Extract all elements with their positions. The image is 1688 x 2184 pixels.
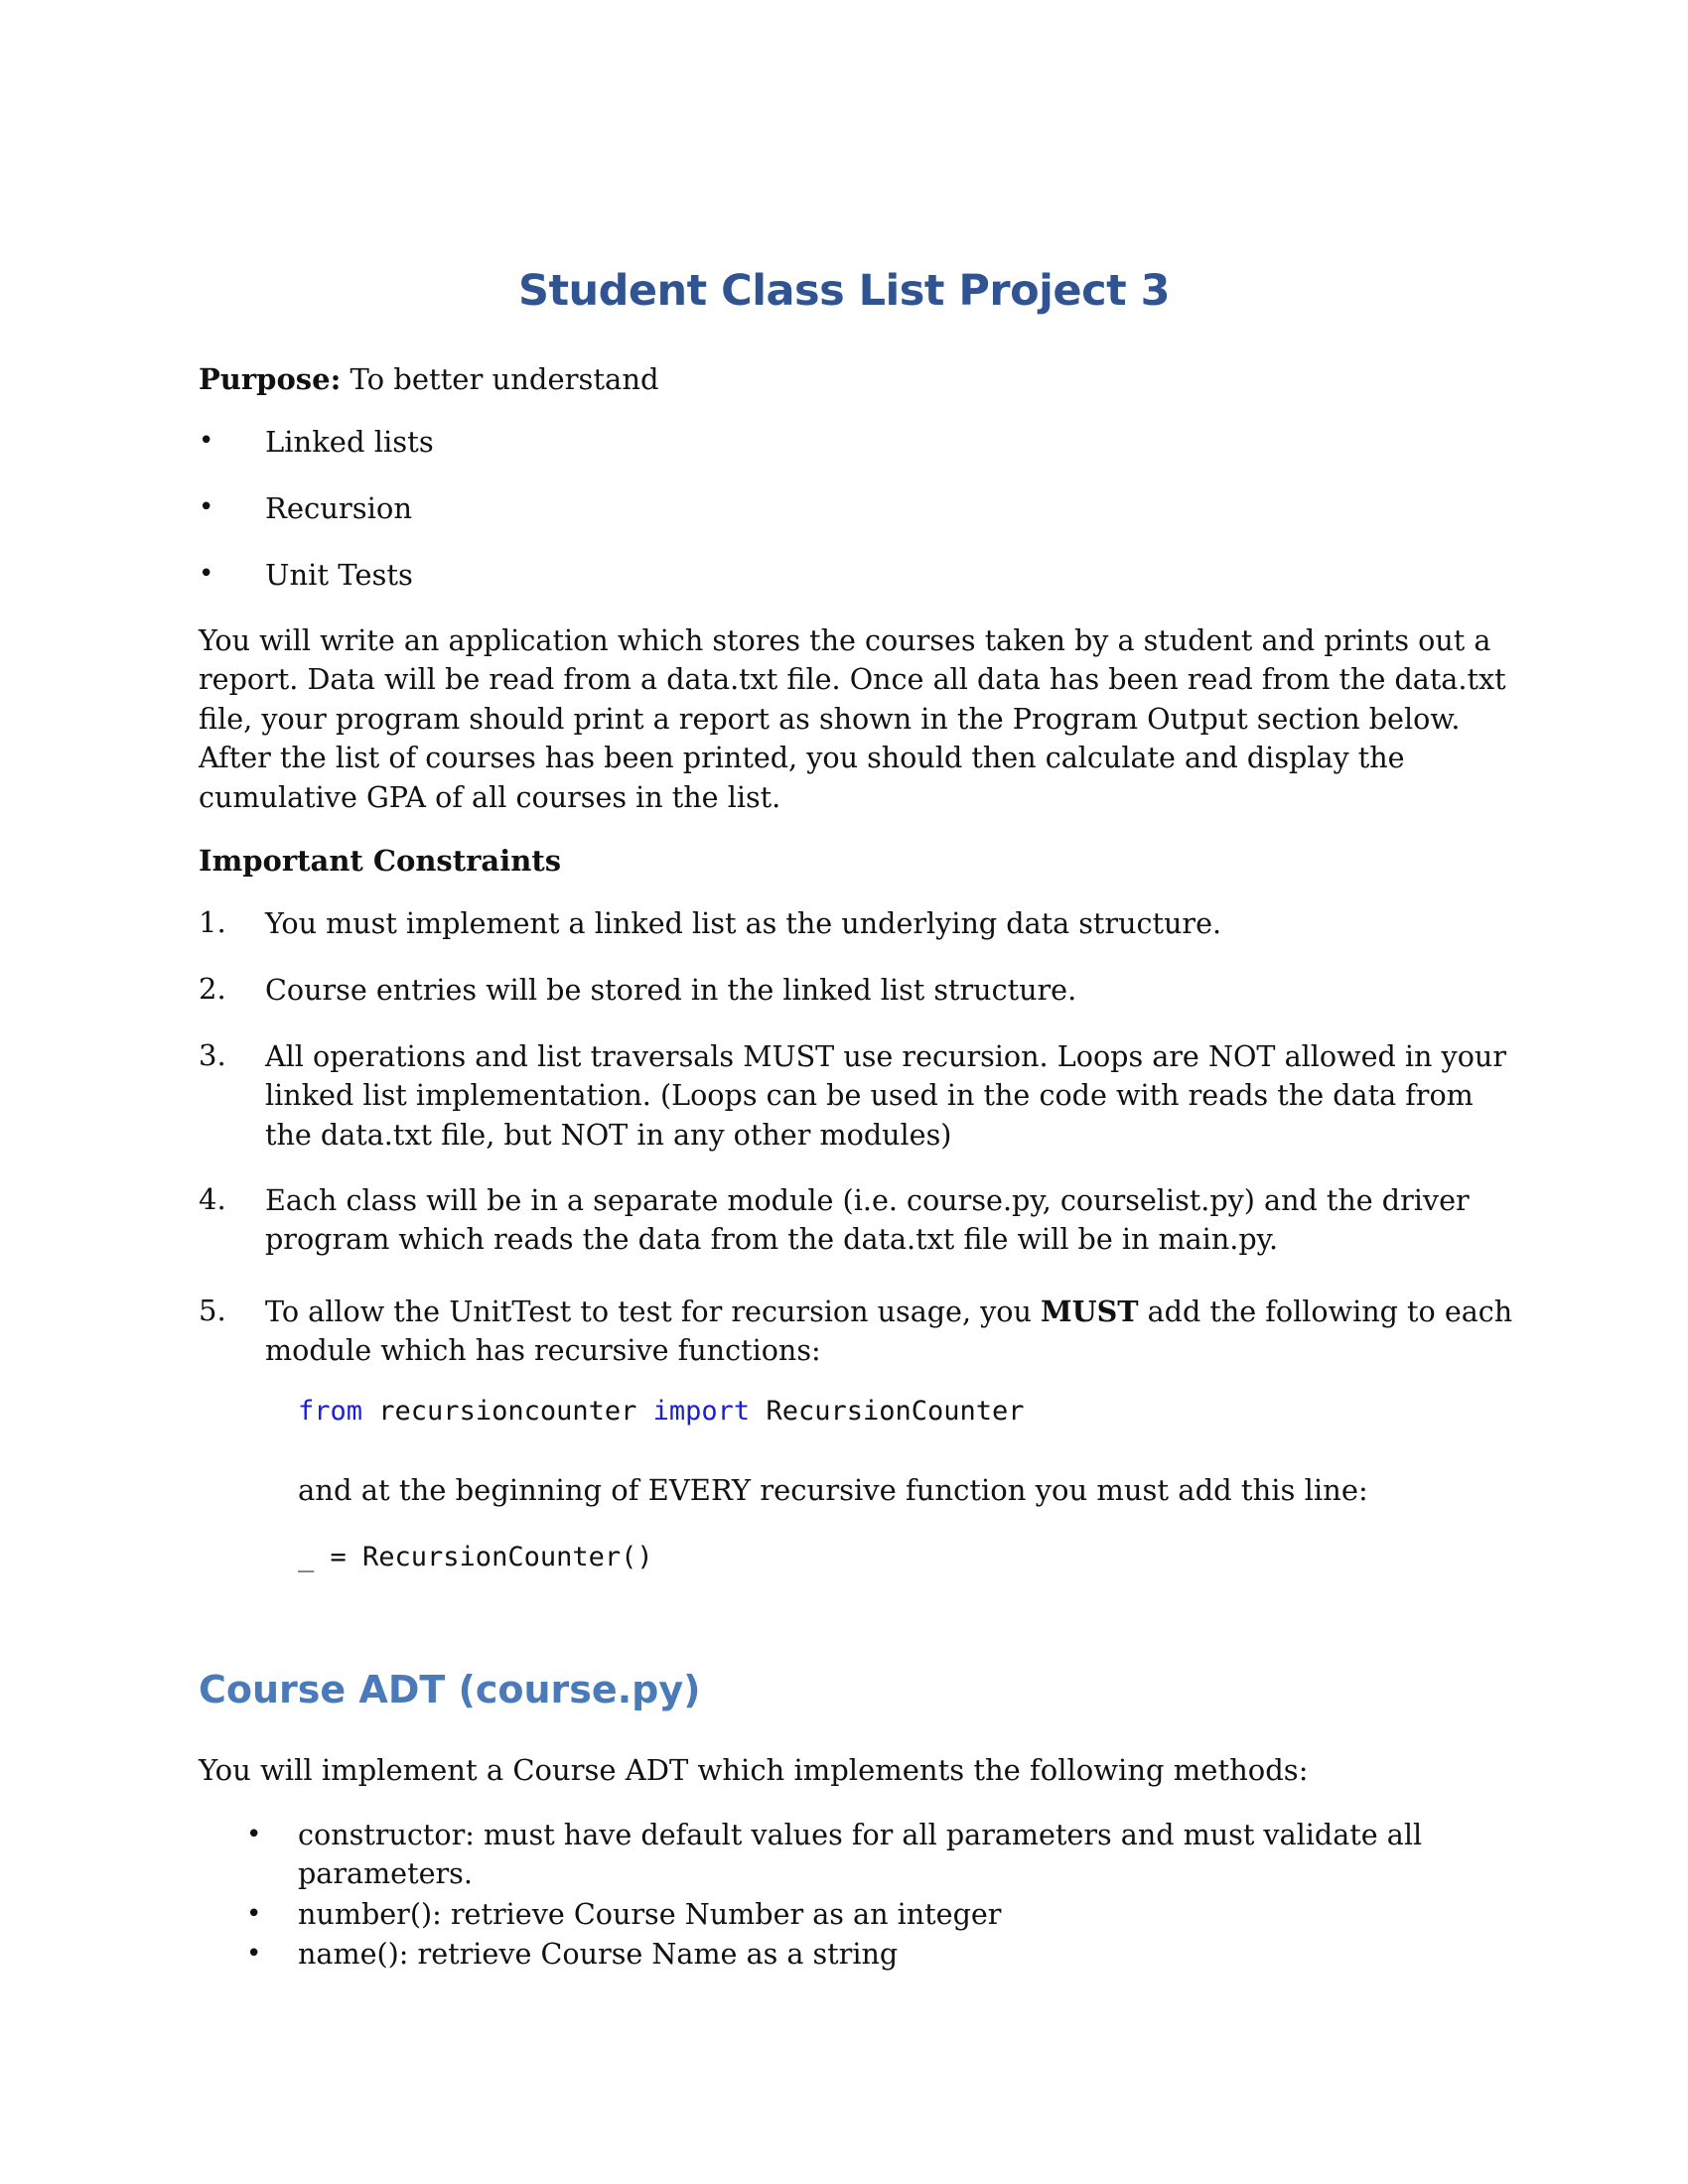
constraints-heading: Important Constraints (199, 844, 562, 878)
bullet-icon: • (246, 1899, 262, 1929)
constraint-number: 5. (199, 1294, 226, 1327)
purpose-label: Purpose: (199, 362, 342, 396)
code-keyword: from (298, 1396, 363, 1427)
counter-code-line: _ = RecursionCounter() (298, 1542, 653, 1572)
constraint-item (265, 1037, 1506, 1155)
bullet-icon: • (199, 559, 214, 589)
constraint-text: To allow the UnitTest to test for recursion usage, you (265, 1295, 1042, 1328)
constraint-line: Course entries will be stored in the linked list structure. (265, 973, 1077, 1007)
constraint-line: You must implement a linked list as the underlying data structure. (265, 906, 1222, 940)
recursion-instruction: and at the beginning of EVERY recursive function you must add this line: (298, 1473, 1368, 1507)
method-line: constructor: must have default values for all parameters and must validate all (298, 1818, 1423, 1851)
method-item (298, 1935, 898, 1974)
constraint-line: linked list implementation. (Loops can be used in the code with reads the data from (265, 1078, 1474, 1113)
intro-line: report. Data will be read from a data.txt file. Once all data has been read from the data.txt (199, 662, 1506, 697)
constraint-line: program which reads the data from the data.txt file will be in main.py. (265, 1222, 1279, 1257)
purpose-item: Unit Tests (265, 558, 413, 592)
method-line: parameters. (298, 1856, 473, 1891)
method-item (298, 1816, 1422, 1894)
section-heading: Course ADT (course.py) (199, 1668, 701, 1711)
purpose-line (199, 360, 659, 399)
purpose-text: To better understand (341, 362, 659, 396)
constraint-number: 2. (199, 972, 226, 1006)
section-intro: You will implement a Course ADT which implements the following methods: (199, 1753, 1309, 1787)
constraint-line: module which has recursive functions: (265, 1333, 821, 1368)
intro-line: cumulative GPA of all courses in the list. (199, 779, 781, 814)
constraint-line: All operations and list traversals MUST use recursion. Loops are NOT allowed in your (265, 1039, 1507, 1073)
constraint-text: add the following to each (1138, 1295, 1513, 1328)
intro-paragraph (199, 621, 1506, 817)
code-keyword: import (652, 1396, 751, 1427)
import-code-line (298, 1396, 1025, 1427)
page-title: Student Class List Project 3 (517, 266, 1171, 316)
bullet-icon: • (246, 1820, 262, 1849)
constraint-line: Each class will be in a separate module (i.e. course.py, courselist.py) and the driver (265, 1183, 1470, 1217)
constraint-emphasis: MUST (1041, 1295, 1139, 1328)
constraint-item (265, 1293, 1512, 1371)
purpose-item: Linked lists (265, 425, 434, 459)
constraint-line (265, 1293, 1512, 1331)
code-module: recursioncounter (362, 1396, 653, 1427)
intro-line: file, your program should print a report as shown in the Program Output section below. (199, 701, 1461, 736)
constraint-item (265, 1181, 1470, 1260)
constraint-item (265, 971, 1076, 1010)
bullet-icon: • (246, 1939, 262, 1969)
method-line: number(): retrieve Course Number as an integer (298, 1897, 1002, 1931)
intro-line: After the list of courses has been printed, you should then calculate and display the (199, 741, 1405, 775)
method-item (298, 1895, 1001, 1934)
constraint-number: 3. (199, 1038, 226, 1072)
intro-line: You will write an application which stores the courses taken by a student and prints out a (199, 623, 1491, 657)
constraint-number: 4. (199, 1182, 226, 1216)
code-class: RecursionCounter (750, 1396, 1025, 1427)
constraint-item (265, 904, 1221, 943)
constraint-line: the data.txt file, but NOT in any other modules) (265, 1117, 952, 1152)
purpose-item: Recursion (265, 491, 413, 525)
bullet-icon: • (199, 426, 214, 456)
constraint-number: 1. (199, 905, 226, 939)
bullet-icon: • (199, 492, 214, 522)
method-line: name(): retrieve Course Name as a string (298, 1937, 899, 1971)
